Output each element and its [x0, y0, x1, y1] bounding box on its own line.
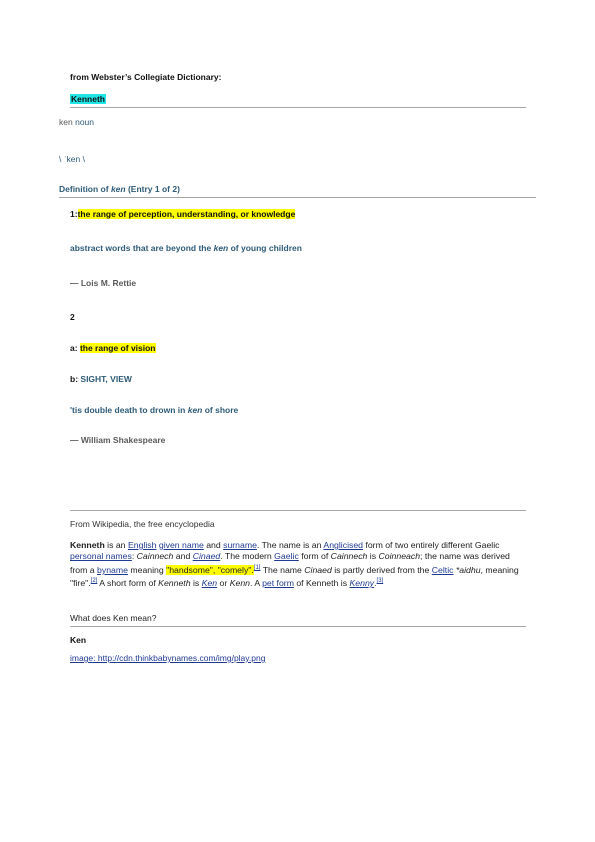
sense-2b-text: SIGHT, VIEW [80, 374, 132, 384]
sense-2-number: 2 [70, 312, 75, 322]
text: is partly derived from the [331, 564, 432, 575]
entry-word-line [59, 117, 94, 127]
example-1-word: ken [213, 243, 229, 253]
text: is [190, 578, 202, 588]
aidhu-italic: *aidhu [455, 564, 481, 575]
text: and [173, 551, 193, 562]
definition-word: ken [110, 184, 126, 194]
coinneach-italic: Coinneach [378, 551, 421, 562]
link-given-name[interactable]: given name [158, 540, 204, 550]
meaning-highlight: "handsome", "comely". [166, 564, 254, 575]
image-link[interactable]: image: http://cdn.thinkbabynames.com/img/play.png [70, 653, 266, 663]
link-gaelic[interactable]: Gaelic [274, 551, 299, 562]
entry-word: ken [59, 117, 73, 127]
divider-line [59, 197, 536, 198]
link-surname[interactable]: surname [223, 540, 257, 550]
text: . The name is an [256, 540, 324, 550]
link-english[interactable]: English [127, 540, 157, 550]
text: The name [260, 564, 305, 575]
kenn-italic: Kenn [229, 578, 250, 588]
example-2-before: 'tis double death to drown in [70, 405, 188, 415]
text: form of two entirely different Gaelic [363, 540, 500, 550]
cainnech-italic: Cainnech [136, 551, 174, 562]
reference-1[interactable]: [1] [253, 564, 261, 571]
text: A short form of [97, 578, 159, 588]
sense-1-text: the range of perception, understanding, or knowledge [77, 209, 296, 219]
ken-heading: Ken [70, 635, 87, 645]
sense-1-number: 1 [70, 209, 75, 219]
link-byname[interactable]: byname [97, 564, 128, 575]
divider-line [70, 626, 526, 627]
question-heading: What does Ken mean? [70, 613, 157, 623]
definition-prefix: Definition of [59, 184, 111, 194]
text: , meaning "fire". [70, 564, 519, 588]
example-2-word: ken [187, 405, 203, 415]
link-pet-form[interactable]: pet form [262, 578, 294, 588]
wikipedia-source: From Wikipedia, the free encyclopedia [70, 519, 215, 529]
reference-2[interactable]: [2] [90, 578, 98, 585]
text: of Kenneth is [293, 578, 350, 588]
text: is an [104, 540, 128, 550]
sense-2a-text: the range of vision [79, 343, 156, 353]
example-1-after: of young children [228, 243, 302, 253]
link-celtic[interactable]: Celtic [431, 564, 454, 575]
reference-3[interactable]: [3] [376, 578, 384, 585]
example-1 [70, 243, 302, 253]
text: form of [298, 551, 331, 562]
text: ; the name was derived from a [70, 551, 510, 575]
headword-kenneth: Kenneth [71, 94, 105, 104]
divider-line [70, 107, 526, 108]
entry-part-of-speech: noun [75, 117, 95, 127]
link-personal-names[interactable]: personal names [70, 551, 132, 562]
kenneth-italic: Kenneth [158, 578, 191, 588]
definition-suffix: (Entry 1 of 2) [125, 184, 180, 194]
divider-line [70, 510, 526, 511]
text: meaning [127, 564, 167, 575]
wikipedia-paragraph [70, 540, 522, 589]
sense-1 [70, 209, 295, 219]
cinaed-italic: Cinaed [304, 564, 332, 575]
example-2 [70, 405, 238, 415]
example-1-before: abstract words that are beyond the [70, 243, 214, 253]
example-1-attribution: — Lois M. Rettie [70, 278, 137, 288]
text: or [217, 578, 230, 588]
sense-2a [70, 343, 156, 353]
example-2-after: of shore [202, 405, 239, 415]
sense-1-colon: : [74, 209, 78, 219]
text: and [203, 540, 224, 550]
text: . [374, 578, 377, 588]
sense-2a-label: a: [70, 343, 78, 353]
text: : [131, 551, 137, 562]
link-anglicised[interactable]: Anglicised [323, 540, 364, 550]
link-cinaed[interactable]: Cinaed [192, 551, 221, 562]
text: . A [249, 578, 263, 588]
text: . The modern [220, 551, 275, 562]
example-2-attribution: — William Shakespeare [70, 435, 166, 445]
sense-2b [70, 374, 132, 384]
kenneth-bold: Kenneth [70, 540, 105, 550]
definition-heading [59, 184, 180, 194]
link-kenny[interactable]: Kenny [349, 578, 375, 588]
cainnech-italic: Cainnech [330, 551, 368, 562]
text: is [367, 551, 379, 562]
dictionary-source: from Webster’s Collegiate Dictionary: [70, 72, 222, 82]
pronunciation: \ ˈken \ [59, 154, 85, 164]
sense-2b-label: b: [70, 374, 79, 384]
link-ken[interactable]: Ken [201, 578, 218, 588]
